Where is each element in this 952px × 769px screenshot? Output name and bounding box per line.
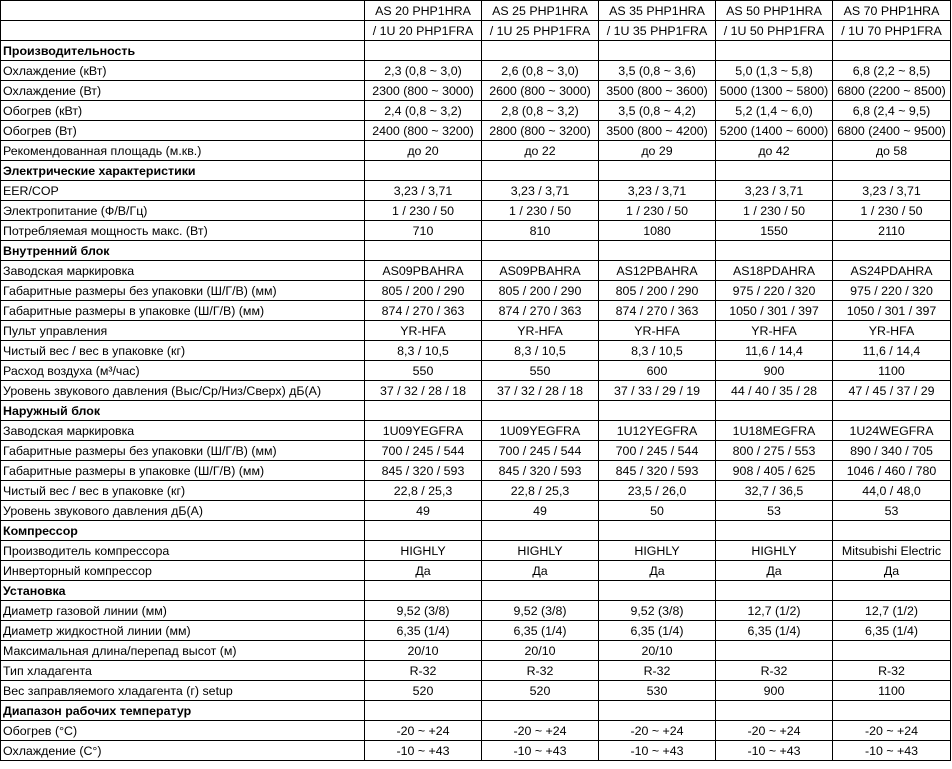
table-cell	[716, 641, 833, 661]
row-label: Диаметр жидкостной линии (мм)	[1, 621, 365, 641]
table-cell: -20 ~ +24	[833, 721, 951, 741]
table-row	[1, 301, 951, 321]
table-cell: 6,8 (2,2 ~ 8,5)	[833, 61, 951, 81]
table-cell: 1100	[833, 681, 951, 701]
table-cell: до 22	[482, 141, 599, 161]
table-cell	[599, 701, 716, 721]
table-cell	[833, 701, 951, 721]
table-row	[1, 501, 951, 521]
table-cell: 805 / 200 / 290	[599, 281, 716, 301]
table-cell	[365, 241, 482, 261]
table-cell: 2,3 (0,8 ~ 3,0)	[365, 61, 482, 81]
table-cell	[365, 521, 482, 541]
table-cell: HIGHLY	[599, 541, 716, 561]
table-cell: AS24PDAHRA	[833, 261, 951, 281]
row-label: Обогрев (°С)	[1, 721, 365, 741]
table-cell: Да	[482, 561, 599, 581]
table-cell: -10 ~ +43	[599, 741, 716, 761]
table-row	[1, 641, 951, 661]
table-cell	[599, 521, 716, 541]
section-header-row	[1, 581, 951, 601]
row-label: Расход воздуха (м³/час)	[1, 361, 365, 381]
table-cell: 2,6 (0,8 ~ 3,0)	[482, 61, 599, 81]
table-cell	[833, 161, 951, 181]
table-cell: 6,35 (1/4)	[599, 621, 716, 641]
table-cell: 550	[482, 361, 599, 381]
row-label: Охлаждение (С°)	[1, 741, 365, 761]
table-cell: 874 / 270 / 363	[599, 301, 716, 321]
table-cell	[833, 41, 951, 61]
table-cell: 37 / 32 / 28 / 18	[482, 381, 599, 401]
row-label: Инверторный компрессор	[1, 561, 365, 581]
table-cell: 1080	[599, 221, 716, 241]
table-row	[1, 81, 951, 101]
row-label: Заводская маркировка	[1, 421, 365, 441]
model-name-line1: AS 20 PHP1HRA	[365, 1, 482, 21]
table-cell: -20 ~ +24	[599, 721, 716, 741]
table-cell	[833, 401, 951, 421]
table-cell: 6,8 (2,4 ~ 9,5)	[833, 101, 951, 121]
table-row	[1, 661, 951, 681]
model-name-line2: / 1U 50 PHP1FRA	[716, 21, 833, 41]
table-cell: 12,7 (1/2)	[833, 601, 951, 621]
table-row	[1, 421, 951, 441]
table-cell	[599, 161, 716, 181]
table-cell: 600	[599, 361, 716, 381]
table-cell	[833, 521, 951, 541]
table-row	[1, 621, 951, 641]
table-cell: 3,23 / 3,71	[833, 181, 951, 201]
table-cell	[833, 581, 951, 601]
table-cell: R-32	[833, 661, 951, 681]
table-cell: 810	[482, 221, 599, 241]
table-cell: YR-HFA	[833, 321, 951, 341]
table-cell: 1 / 230 / 50	[599, 201, 716, 221]
table-cell: до 58	[833, 141, 951, 161]
table-cell: 9,52 (3/8)	[365, 601, 482, 621]
table-cell: 20/10	[482, 641, 599, 661]
row-label: Пульт управления	[1, 321, 365, 341]
table-row	[1, 261, 951, 281]
table-cell: 700 / 245 / 544	[365, 441, 482, 461]
table-cell: 49	[365, 501, 482, 521]
table-cell: 53	[716, 501, 833, 521]
table-cell	[482, 241, 599, 261]
table-cell: 11,6 / 14,4	[716, 341, 833, 361]
header-corner-cell	[1, 1, 365, 21]
row-label: Потребляемая мощность макс. (Вт)	[1, 221, 365, 241]
table-cell: 53	[833, 501, 951, 521]
table-cell	[599, 581, 716, 601]
table-row	[1, 341, 951, 361]
table-cell: 11,6 / 14,4	[833, 341, 951, 361]
model-name-line1: AS 50 PHP1HRA	[716, 1, 833, 21]
header-corner-cell	[1, 21, 365, 41]
table-cell: R-32	[716, 661, 833, 681]
table-cell: Да	[716, 561, 833, 581]
row-label: Габаритные размеры в упаковке (Ш/Г/В) (мм)	[1, 461, 365, 481]
table-cell: HIGHLY	[365, 541, 482, 561]
table-cell: 44 / 40 / 35 / 28	[716, 381, 833, 401]
section-header-row	[1, 41, 951, 61]
table-cell: 700 / 245 / 544	[482, 441, 599, 461]
table-row	[1, 321, 951, 341]
table-cell	[482, 521, 599, 541]
table-cell: 700 / 245 / 544	[599, 441, 716, 461]
table-cell: 20/10	[365, 641, 482, 661]
table-cell: 2,4 (0,8 ~ 3,2)	[365, 101, 482, 121]
table-cell: 32,7 / 36,5	[716, 481, 833, 501]
table-cell: 44,0 / 48,0	[833, 481, 951, 501]
table-cell	[482, 41, 599, 61]
row-label: Вес заправляемого хладагента (г) setup	[1, 681, 365, 701]
table-cell: 1U09YEGFRA	[365, 421, 482, 441]
section-header-row	[1, 701, 951, 721]
table-cell: 23,5 / 26,0	[599, 481, 716, 501]
table-cell: 2,8 (0,8 ~ 3,2)	[482, 101, 599, 121]
table-cell: 3,23 / 3,71	[365, 181, 482, 201]
header-row-model-line2	[1, 21, 951, 41]
table-cell: 1U24WEGFRA	[833, 421, 951, 441]
table-cell	[716, 521, 833, 541]
section-title: Диапазон рабочих температур	[1, 701, 365, 721]
table-cell: 5,0 (1,3 ~ 5,8)	[716, 61, 833, 81]
table-row	[1, 541, 951, 561]
table-row	[1, 561, 951, 581]
table-cell: 1550	[716, 221, 833, 241]
table-cell: 8,3 / 10,5	[482, 341, 599, 361]
model-name-line2: / 1U 35 PHP1FRA	[599, 21, 716, 41]
table-cell	[716, 161, 833, 181]
row-label: Рекомендованная площадь (м.кв.)	[1, 141, 365, 161]
table-cell: 874 / 270 / 363	[482, 301, 599, 321]
table-cell: Mitsubishi Electric	[833, 541, 951, 561]
table-cell: 908 / 405 / 625	[716, 461, 833, 481]
section-title: Установка	[1, 581, 365, 601]
table-cell: 2600 (800 ~ 3000)	[482, 81, 599, 101]
table-cell: Да	[833, 561, 951, 581]
table-cell: YR-HFA	[599, 321, 716, 341]
table-cell: 1 / 230 / 50	[482, 201, 599, 221]
table-cell: 900	[716, 361, 833, 381]
table-cell: Да	[365, 561, 482, 581]
table-cell: -10 ~ +43	[833, 741, 951, 761]
table-cell: 3500 (800 ~ 4200)	[599, 121, 716, 141]
table-row	[1, 681, 951, 701]
table-cell: 874 / 270 / 363	[365, 301, 482, 321]
table-cell: 3500 (800 ~ 3600)	[599, 81, 716, 101]
row-label: Чистый вес / вес в упаковке (кг)	[1, 341, 365, 361]
table-cell: 800 / 275 / 553	[716, 441, 833, 461]
table-cell: 50	[599, 501, 716, 521]
table-cell: 37 / 33 / 29 / 19	[599, 381, 716, 401]
table-cell: 975 / 220 / 320	[833, 281, 951, 301]
table-cell: 6800 (2400 ~ 9500)	[833, 121, 951, 141]
table-cell	[482, 581, 599, 601]
table-cell: 845 / 320 / 593	[599, 461, 716, 481]
table-cell: 5000 (1300 ~ 5800)	[716, 81, 833, 101]
table-cell	[716, 581, 833, 601]
table-cell: 22,8 / 25,3	[365, 481, 482, 501]
table-cell: Да	[599, 561, 716, 581]
table-row	[1, 721, 951, 741]
table-cell	[482, 701, 599, 721]
table-cell: 22,8 / 25,3	[482, 481, 599, 501]
table-cell	[716, 401, 833, 421]
table-cell	[365, 161, 482, 181]
table-row	[1, 181, 951, 201]
table-cell	[482, 161, 599, 181]
table-cell: 1U12YEGFRA	[599, 421, 716, 441]
table-cell: -10 ~ +43	[365, 741, 482, 761]
table-cell: 3,23 / 3,71	[482, 181, 599, 201]
table-cell: 1U18MEGFRA	[716, 421, 833, 441]
row-label: Охлаждение (Вт)	[1, 81, 365, 101]
model-name-line2: / 1U 20 PHP1FRA	[365, 21, 482, 41]
table-row	[1, 441, 951, 461]
table-cell: 1046 / 460 / 780	[833, 461, 951, 481]
table-row	[1, 601, 951, 621]
table-cell: YR-HFA	[365, 321, 482, 341]
table-cell: R-32	[599, 661, 716, 681]
table-cell: 3,5 (0,8 ~ 3,6)	[599, 61, 716, 81]
table-cell: до 20	[365, 141, 482, 161]
table-cell: 805 / 200 / 290	[482, 281, 599, 301]
table-cell: 6,35 (1/4)	[482, 621, 599, 641]
row-label: Габаритные размеры в упаковке (Ш/Г/В) (мм)	[1, 301, 365, 321]
model-name-line2: / 1U 70 PHP1FRA	[833, 21, 951, 41]
table-cell: 2300 (800 ~ 3000)	[365, 81, 482, 101]
table-cell: 520	[365, 681, 482, 701]
table-cell: AS09PBAHRA	[482, 261, 599, 281]
table-row	[1, 461, 951, 481]
row-label: Максимальная длина/перепад высот (м)	[1, 641, 365, 661]
table-cell	[599, 41, 716, 61]
table-cell: YR-HFA	[716, 321, 833, 341]
table-cell: 9,52 (3/8)	[599, 601, 716, 621]
table-cell: 12,7 (1/2)	[716, 601, 833, 621]
table-cell	[833, 641, 951, 661]
model-name-line1: AS 70 PHP1HRA	[833, 1, 951, 21]
table-cell: AS09PBAHRA	[365, 261, 482, 281]
table-cell: 2800 (800 ~ 3200)	[482, 121, 599, 141]
row-label: Электропитание (Ф/В/Гц)	[1, 201, 365, 221]
table-cell: 3,23 / 3,71	[599, 181, 716, 201]
table-cell: 1U09YEGFRA	[482, 421, 599, 441]
table-cell: HIGHLY	[716, 541, 833, 561]
table-cell: 710	[365, 221, 482, 241]
table-cell: 1 / 230 / 50	[365, 201, 482, 221]
table-cell: 47 / 45 / 37 / 29	[833, 381, 951, 401]
table-cell: 9,52 (3/8)	[482, 601, 599, 621]
table-cell	[599, 401, 716, 421]
table-cell: 1 / 230 / 50	[716, 201, 833, 221]
table-cell: 8,3 / 10,5	[599, 341, 716, 361]
row-label: Обогрев (кВт)	[1, 101, 365, 121]
table-cell: 6,35 (1/4)	[365, 621, 482, 641]
model-name-line1: AS 35 PHP1HRA	[599, 1, 716, 21]
table-cell: 520	[482, 681, 599, 701]
table-row	[1, 741, 951, 761]
table-row	[1, 221, 951, 241]
table-row	[1, 141, 951, 161]
table-cell: 2400 (800 ~ 3200)	[365, 121, 482, 141]
table-cell: 3,23 / 3,71	[716, 181, 833, 201]
table-cell: 5200 (1400 ~ 6000)	[716, 121, 833, 141]
section-header-row	[1, 161, 951, 181]
row-label: Тип хладагента	[1, 661, 365, 681]
table-cell: 37 / 32 / 28 / 18	[365, 381, 482, 401]
row-label: Габаритные размеры без упаковки (Ш/Г/В) (мм)	[1, 441, 365, 461]
table-cell: 530	[599, 681, 716, 701]
row-label: Обогрев (Вт)	[1, 121, 365, 141]
table-cell: до 29	[599, 141, 716, 161]
table-cell: 845 / 320 / 593	[365, 461, 482, 481]
table-cell: 1100	[833, 361, 951, 381]
table-cell	[482, 401, 599, 421]
table-cell: 6800 (2200 ~ 8500)	[833, 81, 951, 101]
table-cell: -20 ~ +24	[716, 721, 833, 741]
table-cell	[365, 701, 482, 721]
table-cell: 8,3 / 10,5	[365, 341, 482, 361]
table-row	[1, 361, 951, 381]
table-row	[1, 121, 951, 141]
table-cell: YR-HFA	[482, 321, 599, 341]
table-cell	[365, 41, 482, 61]
table-cell: AS18PDAHRA	[716, 261, 833, 281]
section-title: Электрические характеристики	[1, 161, 365, 181]
table-cell: 805 / 200 / 290	[365, 281, 482, 301]
table-row	[1, 61, 951, 81]
table-cell: 845 / 320 / 593	[482, 461, 599, 481]
table-cell: 2110	[833, 221, 951, 241]
table-cell: HIGHLY	[482, 541, 599, 561]
table-cell: R-32	[482, 661, 599, 681]
table-cell: -20 ~ +24	[482, 721, 599, 741]
table-cell: -10 ~ +43	[716, 741, 833, 761]
table-cell: 1050 / 301 / 397	[716, 301, 833, 321]
row-label: Диаметр газовой линии (мм)	[1, 601, 365, 621]
section-header-row	[1, 521, 951, 541]
table-body	[1, 1, 951, 761]
table-cell: 1050 / 301 / 397	[833, 301, 951, 321]
table-cell: R-32	[365, 661, 482, 681]
section-title: Наружный блок	[1, 401, 365, 421]
table-cell: 49	[482, 501, 599, 521]
table-row	[1, 201, 951, 221]
table-cell	[716, 41, 833, 61]
model-name-line1: AS 25 PHP1HRA	[482, 1, 599, 21]
table-cell	[716, 241, 833, 261]
table-row	[1, 101, 951, 121]
table-row	[1, 281, 951, 301]
header-row-model-line1	[1, 1, 951, 21]
table-cell	[716, 701, 833, 721]
table-cell: 1 / 230 / 50	[833, 201, 951, 221]
table-cell: 20/10	[599, 641, 716, 661]
table-cell	[365, 401, 482, 421]
section-header-row	[1, 401, 951, 421]
row-label: Уровень звукового давления дБ(А)	[1, 501, 365, 521]
table-cell: -10 ~ +43	[482, 741, 599, 761]
row-label: Заводская маркировка	[1, 261, 365, 281]
row-label: Габаритные размеры без упаковки (Ш/Г/В) (мм)	[1, 281, 365, 301]
table-cell: 890 / 340 / 705	[833, 441, 951, 461]
table-cell: 550	[365, 361, 482, 381]
section-title: Компрессор	[1, 521, 365, 541]
section-header-row	[1, 241, 951, 261]
model-name-line2: / 1U 25 PHP1FRA	[482, 21, 599, 41]
table-cell: AS12PBAHRA	[599, 261, 716, 281]
row-label: Производитель компрессора	[1, 541, 365, 561]
table-cell: 900	[716, 681, 833, 701]
table-cell: 975 / 220 / 320	[716, 281, 833, 301]
table-cell: 3,5 (0,8 ~ 4,2)	[599, 101, 716, 121]
table-cell	[365, 581, 482, 601]
table-cell: до 42	[716, 141, 833, 161]
table-cell: 6,35 (1/4)	[716, 621, 833, 641]
section-title: Производительность	[1, 41, 365, 61]
section-title: Внутренний блок	[1, 241, 365, 261]
table-cell: 6,35 (1/4)	[833, 621, 951, 641]
row-label: Чистый вес / вес в упаковке (кг)	[1, 481, 365, 501]
table-cell: 5,2 (1,4 ~ 6,0)	[716, 101, 833, 121]
row-label: EER/COP	[1, 181, 365, 201]
row-label: Уровень звукового давления (Выс/Ср/Низ/Сверх) дБ(А)	[1, 381, 365, 401]
table-cell	[833, 241, 951, 261]
table-cell	[599, 241, 716, 261]
row-label: Охлаждение (кВт)	[1, 61, 365, 81]
table-row	[1, 481, 951, 501]
table-row	[1, 381, 951, 401]
table-cell: -20 ~ +24	[365, 721, 482, 741]
